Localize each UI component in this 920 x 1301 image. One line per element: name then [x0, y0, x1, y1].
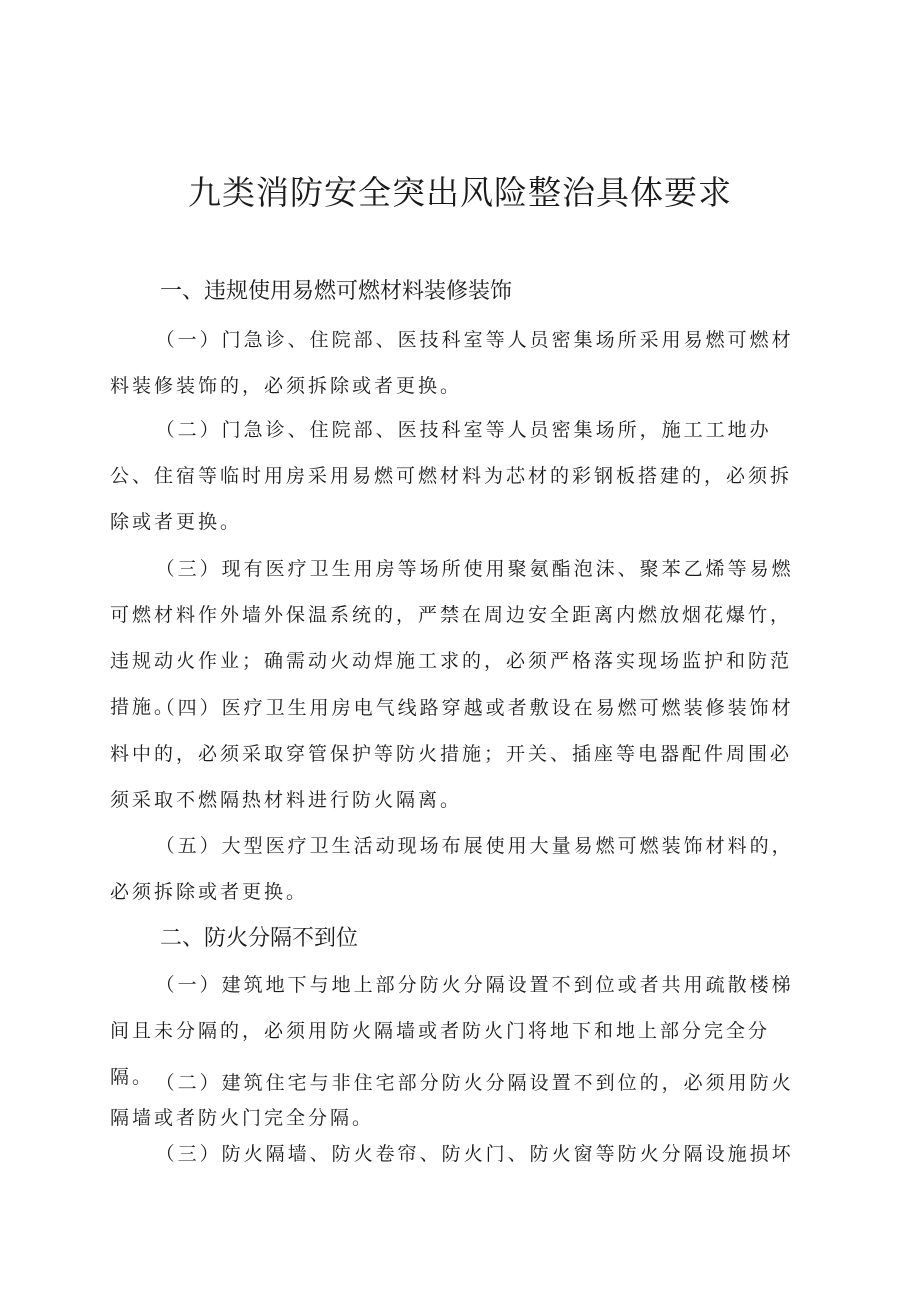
document-title: 九类消防安全突出风险整治具体要求 [188, 173, 732, 212]
paragraph-2-3: （三）防火隔墙、防火卷帘、防火门、防火窗等防火分隔设施损坏 [155, 1143, 794, 1165]
paragraph-1-4: （四）医疗卫生用房电气线路穿越或者敷设在易燃可燃装修装饰材料中的，必须采取穿管保护等防火措施；开关、插座等电器配件周围必须采取不燃隔热材料进行防火隔离。 [110, 697, 794, 811]
paragraph-1-1: （一）门急诊、住院部、医技科室等人员密集场所采用易燃可燃材料装修装饰的，必须拆除或者更换。 [110, 329, 794, 397]
paragraph-1-3: （三）现有医疗卫生用房等场所使用聚氨酯泡沫、聚苯乙烯等易燃可燃材料作外墙外保温系统的，严禁在周边安全距离内燃放烟花爆竹，违规动火作业；确需动火动焊施工求的，必须严格落实现场监护和防范措施。 [110, 558, 794, 718]
section-heading-1: 一、违规使用易燃可燃材料装修装饰 [160, 279, 513, 304]
paragraph-2-2: （二）建筑住宅与非住宅部分防火分隔设置不到位的，必须用防火隔墙或者防火门完全分隔。 [110, 1072, 794, 1129]
paragraph-1-5: （五）大型医疗卫生活动现场布展使用大量易燃可燃装饰材料的，必须拆除或者更换。 [110, 835, 794, 903]
section-heading-2: 二、防火分隔不到位 [160, 926, 359, 951]
paragraph-2-1: （一）建筑地下与地上部分防火分隔设置不到位或者共用疏散楼梯间且未分隔的，必须用防火隔墙或者防火门将地下和地上部分完全分隔。 [110, 974, 794, 1088]
paragraph-1-2: （二）门急诊、住院部、医技科室等人员密集场所，施工工地办公、住宿等临时用房采用易燃可燃材料为芯材的彩钢板搭建的，必须拆除或者更换。 [110, 419, 793, 533]
